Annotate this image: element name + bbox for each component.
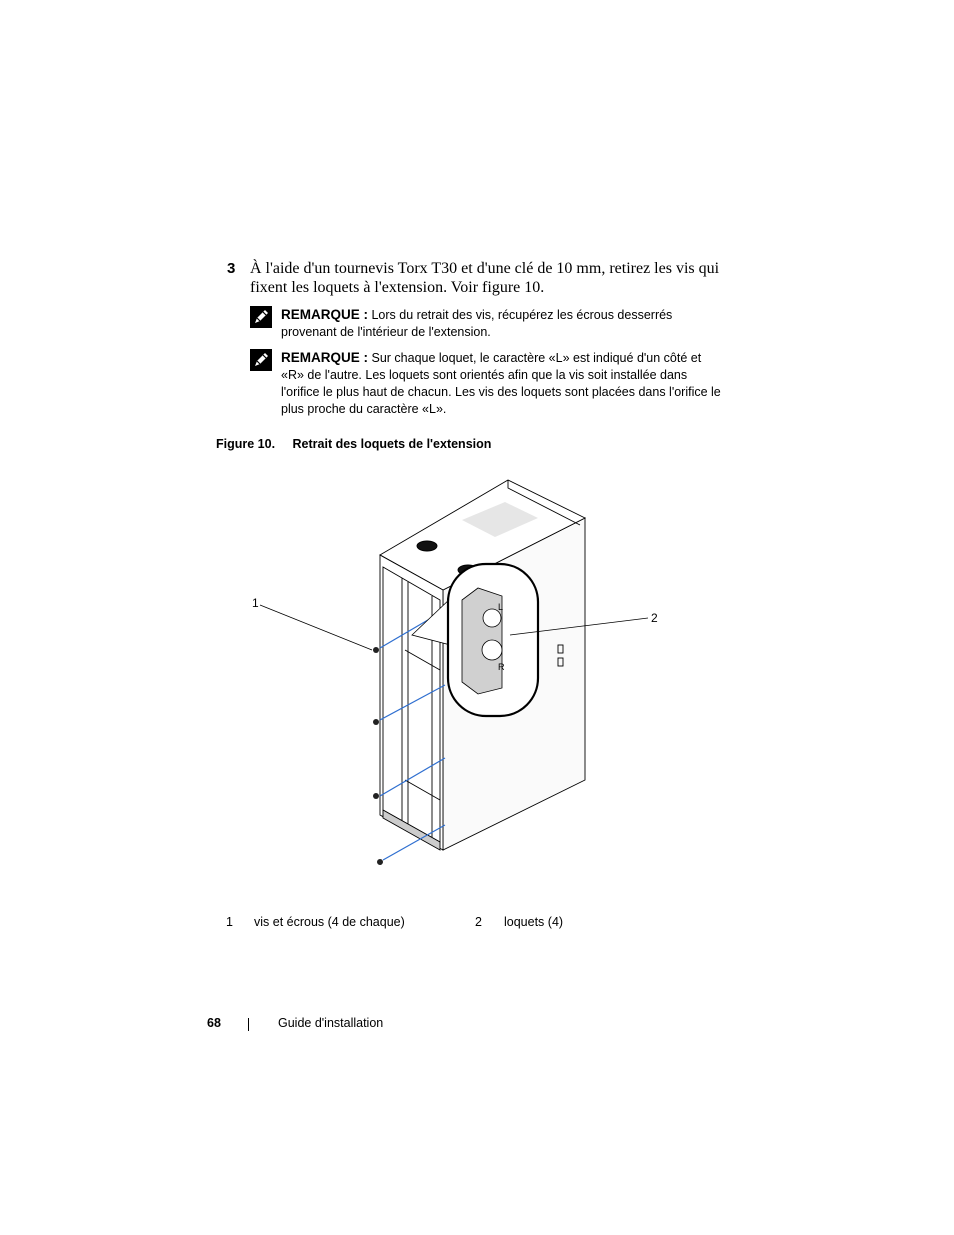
note-body: Sur chaque loquet, le caractère «L» est indiqué d'un côté et «R» de l'autre. Les loquets sont orientés afin que la vis soit installée dans l'orifice le plus haut de chacun. Les vis des loquets sont placées dans l'orifice le plus proche du caractère «L». <box>281 351 721 416</box>
callout-1: 1 <box>252 596 259 610</box>
figure-number: Figure 10. <box>216 437 276 451</box>
footer-divider <box>248 1018 249 1031</box>
latch-letter-l: L <box>498 602 504 612</box>
page-footer <box>0 1016 954 1036</box>
pencil-note-icon <box>250 349 272 371</box>
document-title: Guide d'installation <box>278 1016 384 1030</box>
figure-caption <box>216 437 491 451</box>
pencil-note-icon <box>250 306 272 328</box>
figure-title: Retrait des loquets de l'extension <box>292 437 492 451</box>
note-label: REMARQUE : <box>281 350 368 365</box>
legend-num-2: 2 <box>475 915 482 929</box>
page-number: 68 <box>207 1016 221 1030</box>
callout-2: 2 <box>651 611 658 625</box>
latch-letter-r: R <box>498 662 505 672</box>
step-number: 3 <box>227 260 236 277</box>
step-text: À l'aide d'un tournevis Torx T30 et d'une clé de 10 mm, retirez les vis qui fixent les loquets à l'extension. Voir figure 10. <box>250 260 720 296</box>
legend-num-1: 1 <box>226 915 233 929</box>
note-label: REMARQUE : <box>281 307 368 322</box>
note-body: Lors du retrait des vis, récupérez les écrous desserrés provenant de l'intérieur de l'extension. <box>281 308 673 339</box>
legend-label-1: vis et écrous (4 de chaque) <box>254 915 405 929</box>
legend-label-2: loquets (4) <box>504 915 564 929</box>
rack-latch-illustration <box>240 470 680 880</box>
